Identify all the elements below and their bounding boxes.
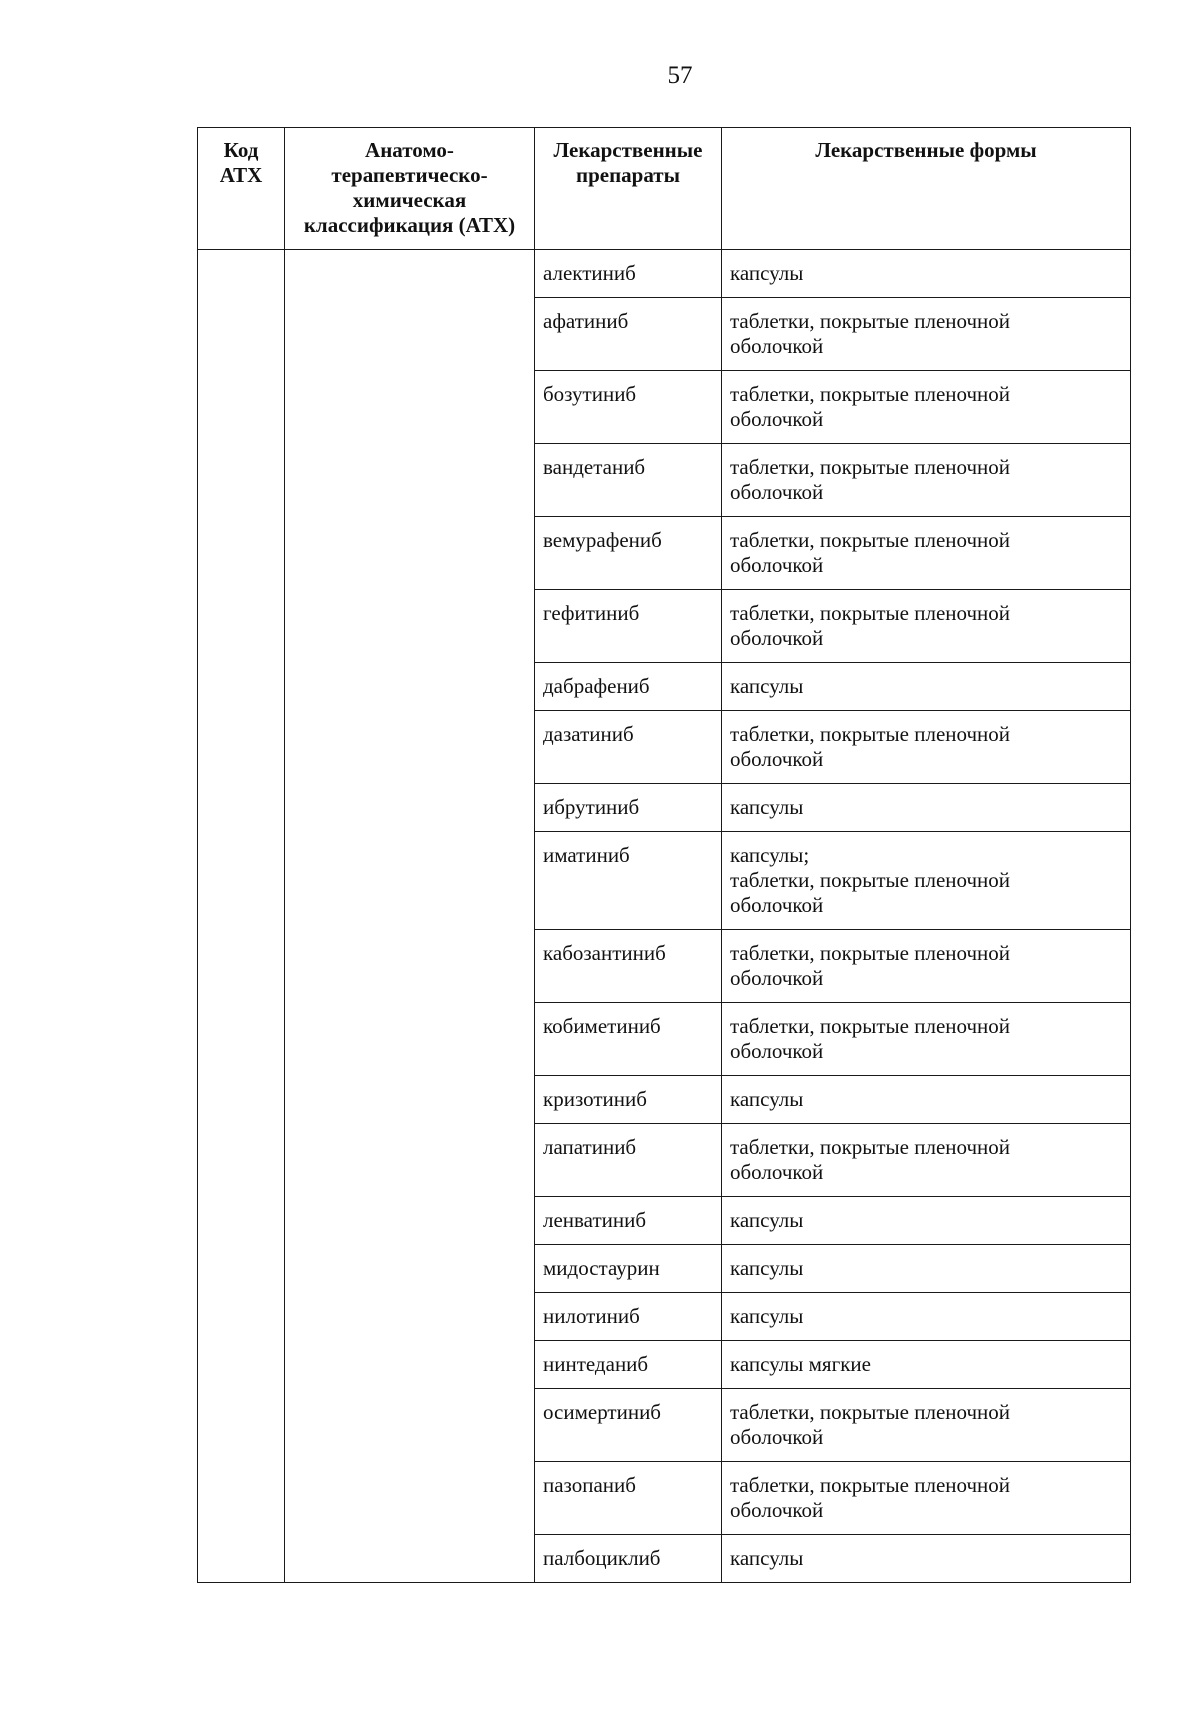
dosage-form-cell bbox=[722, 1197, 1131, 1245]
drug-table bbox=[197, 127, 1131, 1583]
header-classification bbox=[285, 128, 535, 250]
dosage-form-line: капсулы bbox=[730, 1546, 804, 1570]
header-drugs-line: препараты bbox=[575, 163, 681, 187]
dosage-form-line: оболочкой bbox=[730, 626, 824, 650]
dosage-form-cell bbox=[722, 711, 1131, 784]
dosage-form-line: таблетки, покрытые пленочной bbox=[730, 722, 1011, 746]
dosage-form-cell bbox=[722, 930, 1131, 1003]
dosage-form-cell bbox=[722, 1462, 1131, 1535]
dosage-form-line: таблетки, покрытые пленочной bbox=[730, 309, 1011, 333]
dosage-form-cell bbox=[722, 298, 1131, 371]
atc-code-cell bbox=[198, 250, 285, 1583]
drug-name-cell: афатиниб bbox=[535, 298, 722, 371]
drug-name-cell: палбоциклиб bbox=[535, 1535, 722, 1583]
table-body bbox=[198, 250, 1131, 1583]
header-drugs-line: Лекарственные bbox=[553, 138, 703, 162]
dosage-form-line: капсулы bbox=[730, 674, 804, 698]
dosage-form-cell bbox=[722, 1389, 1131, 1462]
header-code bbox=[198, 128, 285, 250]
dosage-form-cell bbox=[722, 1076, 1131, 1124]
drug-name-cell: иматиниб bbox=[535, 832, 722, 930]
drug-name-cell: алектиниб bbox=[535, 250, 722, 298]
dosage-form-cell bbox=[722, 1535, 1131, 1583]
header-classification-line: Анатомо- bbox=[365, 138, 454, 162]
drug-name-cell: дазатиниб bbox=[535, 711, 722, 784]
drug-name-cell: бозутиниб bbox=[535, 371, 722, 444]
header-code-line: Код bbox=[223, 138, 259, 162]
dosage-form-line: оболочкой bbox=[730, 966, 824, 990]
dosage-form-cell bbox=[722, 663, 1131, 711]
dosage-form-line: оболочкой bbox=[730, 553, 824, 577]
dosage-form-line: оболочкой bbox=[730, 747, 824, 771]
drug-name-cell: вандетаниб bbox=[535, 444, 722, 517]
dosage-form-cell bbox=[722, 250, 1131, 298]
drug-name-cell: кризотиниб bbox=[535, 1076, 722, 1124]
dosage-form-line: капсулы мягкие bbox=[730, 1352, 871, 1376]
table-row bbox=[198, 250, 1131, 298]
table-header-row bbox=[198, 128, 1131, 250]
dosage-form-line: оболочкой bbox=[730, 1039, 824, 1063]
drug-name-cell: гефитиниб bbox=[535, 590, 722, 663]
dosage-form-line: капсулы; bbox=[730, 843, 810, 867]
header-forms-line: Лекарственные формы bbox=[815, 138, 1037, 162]
dosage-form-line: капсулы bbox=[730, 795, 804, 819]
header-drugs bbox=[535, 128, 722, 250]
dosage-form-line: таблетки, покрытые пленочной bbox=[730, 455, 1011, 479]
drug-name-cell: кабозантиниб bbox=[535, 930, 722, 1003]
dosage-form-line: таблетки, покрытые пленочной bbox=[730, 528, 1011, 552]
dosage-form-cell bbox=[722, 784, 1131, 832]
header-forms bbox=[722, 128, 1131, 250]
dosage-form-cell bbox=[722, 1293, 1131, 1341]
dosage-form-cell bbox=[722, 590, 1131, 663]
dosage-form-line: оболочкой bbox=[730, 1160, 824, 1184]
dosage-form-line: таблетки, покрытые пленочной bbox=[730, 1014, 1011, 1038]
dosage-form-line: таблетки, покрытые пленочной bbox=[730, 1400, 1011, 1424]
drug-name-cell: пазопаниб bbox=[535, 1462, 722, 1535]
dosage-form-line: таблетки, покрытые пленочной bbox=[730, 601, 1011, 625]
drug-name-cell: лапатиниб bbox=[535, 1124, 722, 1197]
dosage-form-cell bbox=[722, 1003, 1131, 1076]
dosage-form-line: таблетки, покрытые пленочной bbox=[730, 382, 1011, 406]
drug-name-cell: ибрутиниб bbox=[535, 784, 722, 832]
atc-classification-cell bbox=[285, 250, 535, 1583]
dosage-form-cell bbox=[722, 444, 1131, 517]
dosage-form-line: капсулы bbox=[730, 1304, 804, 1328]
header-code-line: АТХ bbox=[219, 163, 263, 187]
drug-name-cell: нилотиниб bbox=[535, 1293, 722, 1341]
dosage-form-line: таблетки, покрытые пленочной bbox=[730, 1473, 1011, 1497]
header-classification-line: химическая bbox=[352, 188, 467, 212]
dosage-form-line: оболочкой bbox=[730, 334, 824, 358]
dosage-form-line: оболочкой bbox=[730, 893, 824, 917]
dosage-form-line: капсулы bbox=[730, 261, 804, 285]
dosage-form-cell bbox=[722, 832, 1131, 930]
drug-name-cell: осимертиниб bbox=[535, 1389, 722, 1462]
dosage-form-cell bbox=[722, 1341, 1131, 1389]
dosage-form-cell bbox=[722, 517, 1131, 590]
header-classification-line: терапевтическо- bbox=[331, 163, 488, 187]
dosage-form-line: оболочкой bbox=[730, 480, 824, 504]
dosage-form-cell bbox=[722, 1245, 1131, 1293]
dosage-form-line: таблетки, покрытые пленочной bbox=[730, 941, 1011, 965]
dosage-form-cell bbox=[722, 371, 1131, 444]
dosage-form-cell bbox=[722, 1124, 1131, 1197]
dosage-form-line: оболочкой bbox=[730, 1425, 824, 1449]
dosage-form-line: оболочкой bbox=[730, 407, 824, 431]
drug-name-cell: дабрафениб bbox=[535, 663, 722, 711]
dosage-form-line: таблетки, покрытые пленочной bbox=[730, 1135, 1011, 1159]
dosage-form-line: оболочкой bbox=[730, 1498, 824, 1522]
header-classification-line: классификация (АТХ) bbox=[303, 213, 516, 237]
drug-name-cell: мидостаурин bbox=[535, 1245, 722, 1293]
drug-name-cell: нинтеданиб bbox=[535, 1341, 722, 1389]
drug-name-cell: ленватиниб bbox=[535, 1197, 722, 1245]
page-number: 57 bbox=[667, 62, 693, 89]
dosage-form-line: капсулы bbox=[730, 1208, 804, 1232]
dosage-form-line: капсулы bbox=[730, 1087, 804, 1111]
drug-name-cell: вемурафениб bbox=[535, 517, 722, 590]
dosage-form-line: таблетки, покрытые пленочной bbox=[730, 868, 1011, 892]
drug-name-cell: кобиметиниб bbox=[535, 1003, 722, 1076]
dosage-form-line: капсулы bbox=[730, 1256, 804, 1280]
